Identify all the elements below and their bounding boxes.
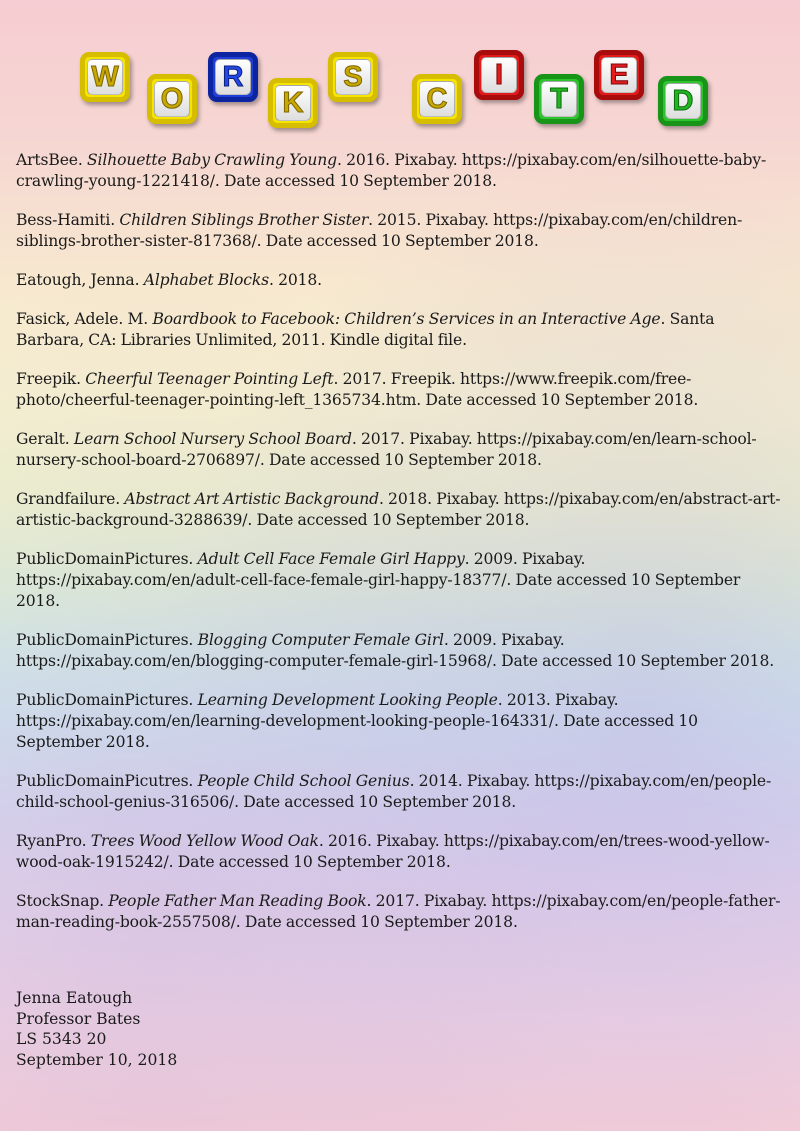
block-letter: S — [335, 59, 371, 95]
reference-details: . 2016. Pixabay. https://pixabay.com/en/trees-wood-yellow-wood-oak-1915242/. Date accessed 10 September 2018. — [16, 832, 770, 871]
reference-title: Trees Wood Yellow Wood Oak — [90, 832, 319, 850]
reference-author: RyanPro. — [16, 832, 87, 850]
reference-author: PublicDomainPicutres. — [16, 772, 194, 790]
reference-entry — [16, 369, 784, 411]
reference-author: PublicDomainPictures. — [16, 550, 194, 568]
submission-date: September 10, 2018 — [16, 1050, 178, 1069]
reference-details: . 2017. Freepik. https://www.freepik.com/free-photo/cheerful-teenager-pointing-left_1365734.htm. Date accessed 10 September 2018. — [16, 370, 699, 409]
reference-title: Silhouette Baby Crawling Young — [86, 151, 337, 169]
reference-details: . 2014. Pixabay. https://pixabay.com/en/people-child-school-genius-316506/. Date accessed 10 September 2018. — [16, 772, 772, 811]
reference-details: . 2018. — [268, 271, 322, 289]
signature-block — [16, 988, 177, 1070]
letter-block — [328, 52, 378, 102]
works-cited-title — [80, 46, 720, 136]
block-letter: K — [275, 85, 311, 121]
reference-title: Alphabet Blocks — [143, 271, 269, 289]
reference-details: . 2016. Pixabay. https://pixabay.com/en/silhouette-baby-crawling-young-1221418/. Date accessed 10 September 2018. — [16, 151, 767, 190]
reference-author: PublicDomainPictures. — [16, 691, 194, 709]
reference-details: . 2009. Pixabay. https://pixabay.com/en/blogging-computer-female-girl-15968/. Date accessed 10 September 2018. — [16, 631, 775, 670]
block-letter: T — [541, 81, 577, 117]
reference-author: Bess-Hamiti. — [16, 211, 116, 229]
references-list — [16, 150, 784, 951]
reference-details: . Santa Barbara, CA: Libraries Unlimited, 2011. Kindle digital file. — [16, 310, 715, 349]
block-letter: D — [665, 83, 701, 119]
reference-author: Freepik. — [16, 370, 81, 388]
reference-entry — [16, 210, 784, 252]
reference-details: . 2013. Pixabay. https://pixabay.com/en/learning-development-looking-people-164331/. Date accessed 10 September 2018. — [16, 691, 698, 751]
reference-details: . 2017. Pixabay. https://pixabay.com/en/people-father-man-reading-book-2557508/. Date accessed 10 September 2018. — [16, 892, 781, 931]
reference-author: Geralt. — [16, 430, 70, 448]
letter-block — [594, 50, 644, 100]
reference-entry — [16, 771, 784, 813]
block-letter: C — [419, 81, 455, 117]
letter-block — [147, 74, 197, 124]
letter-block — [80, 52, 130, 102]
reference-title: Children Siblings Brother Sister — [119, 211, 369, 229]
reference-entry — [16, 549, 784, 612]
block-letter: O — [154, 81, 190, 117]
reference-title: Cheerful Teenager Pointing Left — [85, 370, 334, 388]
reference-title: Learn School Nursery School Board — [73, 430, 352, 448]
professor-name: Professor Bates — [16, 1009, 141, 1028]
letter-block — [268, 78, 318, 128]
reference-details: . 2015. Pixabay. https://pixabay.com/en/children-siblings-brother-sister-817368/. Date accessed 10 September 2018. — [16, 211, 743, 250]
letter-block — [534, 74, 584, 124]
block-letter: R — [215, 59, 251, 95]
reference-entry — [16, 630, 784, 672]
reference-entry — [16, 150, 784, 192]
letter-block — [208, 52, 258, 102]
block-letter: E — [601, 57, 637, 93]
reference-title: People Father Man Reading Book — [108, 892, 367, 910]
letter-block — [474, 50, 524, 100]
reference-entry — [16, 690, 784, 753]
reference-title: Adult Cell Face Female Girl Happy — [197, 550, 465, 568]
reference-title: Abstract Art Artistic Background — [124, 490, 379, 508]
reference-entry — [16, 489, 784, 531]
reference-entry — [16, 891, 784, 933]
reference-entry — [16, 831, 784, 873]
letter-block — [412, 74, 462, 124]
student-name: Jenna Eatough — [16, 989, 133, 1007]
reference-title: Boardbook to Facebook: Children’s Services in an Interactive Age — [152, 310, 661, 328]
course-number: LS 5343 20 — [16, 1030, 107, 1048]
letter-block — [658, 76, 708, 126]
reference-title: People Child School Genius — [197, 772, 410, 790]
reference-author: PublicDomainPictures. — [16, 631, 194, 649]
reference-author: Fasick, Adele. M. — [16, 310, 149, 328]
reference-entry — [16, 429, 784, 471]
block-letter: W — [87, 59, 123, 95]
reference-details: . 2017. Pixabay. https://pixabay.com/en/learn-school-nursery-school-board-2706897/. Date accessed 10 September 2018. — [16, 430, 757, 469]
reference-author: Eatough, Jenna. — [16, 271, 140, 289]
reference-author: Grandfailure. — [16, 490, 121, 508]
block-letter: I — [481, 57, 517, 93]
reference-title: Learning Development Looking People — [197, 691, 498, 709]
reference-author: StockSnap. — [16, 892, 104, 910]
reference-details: . 2018. Pixabay. https://pixabay.com/en/abstract-art-artistic-background-3288639/. Date accessed 10 September 2018. — [16, 490, 781, 529]
reference-entry — [16, 270, 784, 291]
reference-author: ArtsBee. — [16, 151, 83, 169]
reference-title: Blogging Computer Female Girl — [197, 631, 444, 649]
reference-details: . 2009. Pixabay. https://pixabay.com/en/adult-cell-face-female-girl-happy-18377/. Date accessed 10 September 2018. — [16, 550, 741, 610]
reference-entry — [16, 309, 784, 351]
